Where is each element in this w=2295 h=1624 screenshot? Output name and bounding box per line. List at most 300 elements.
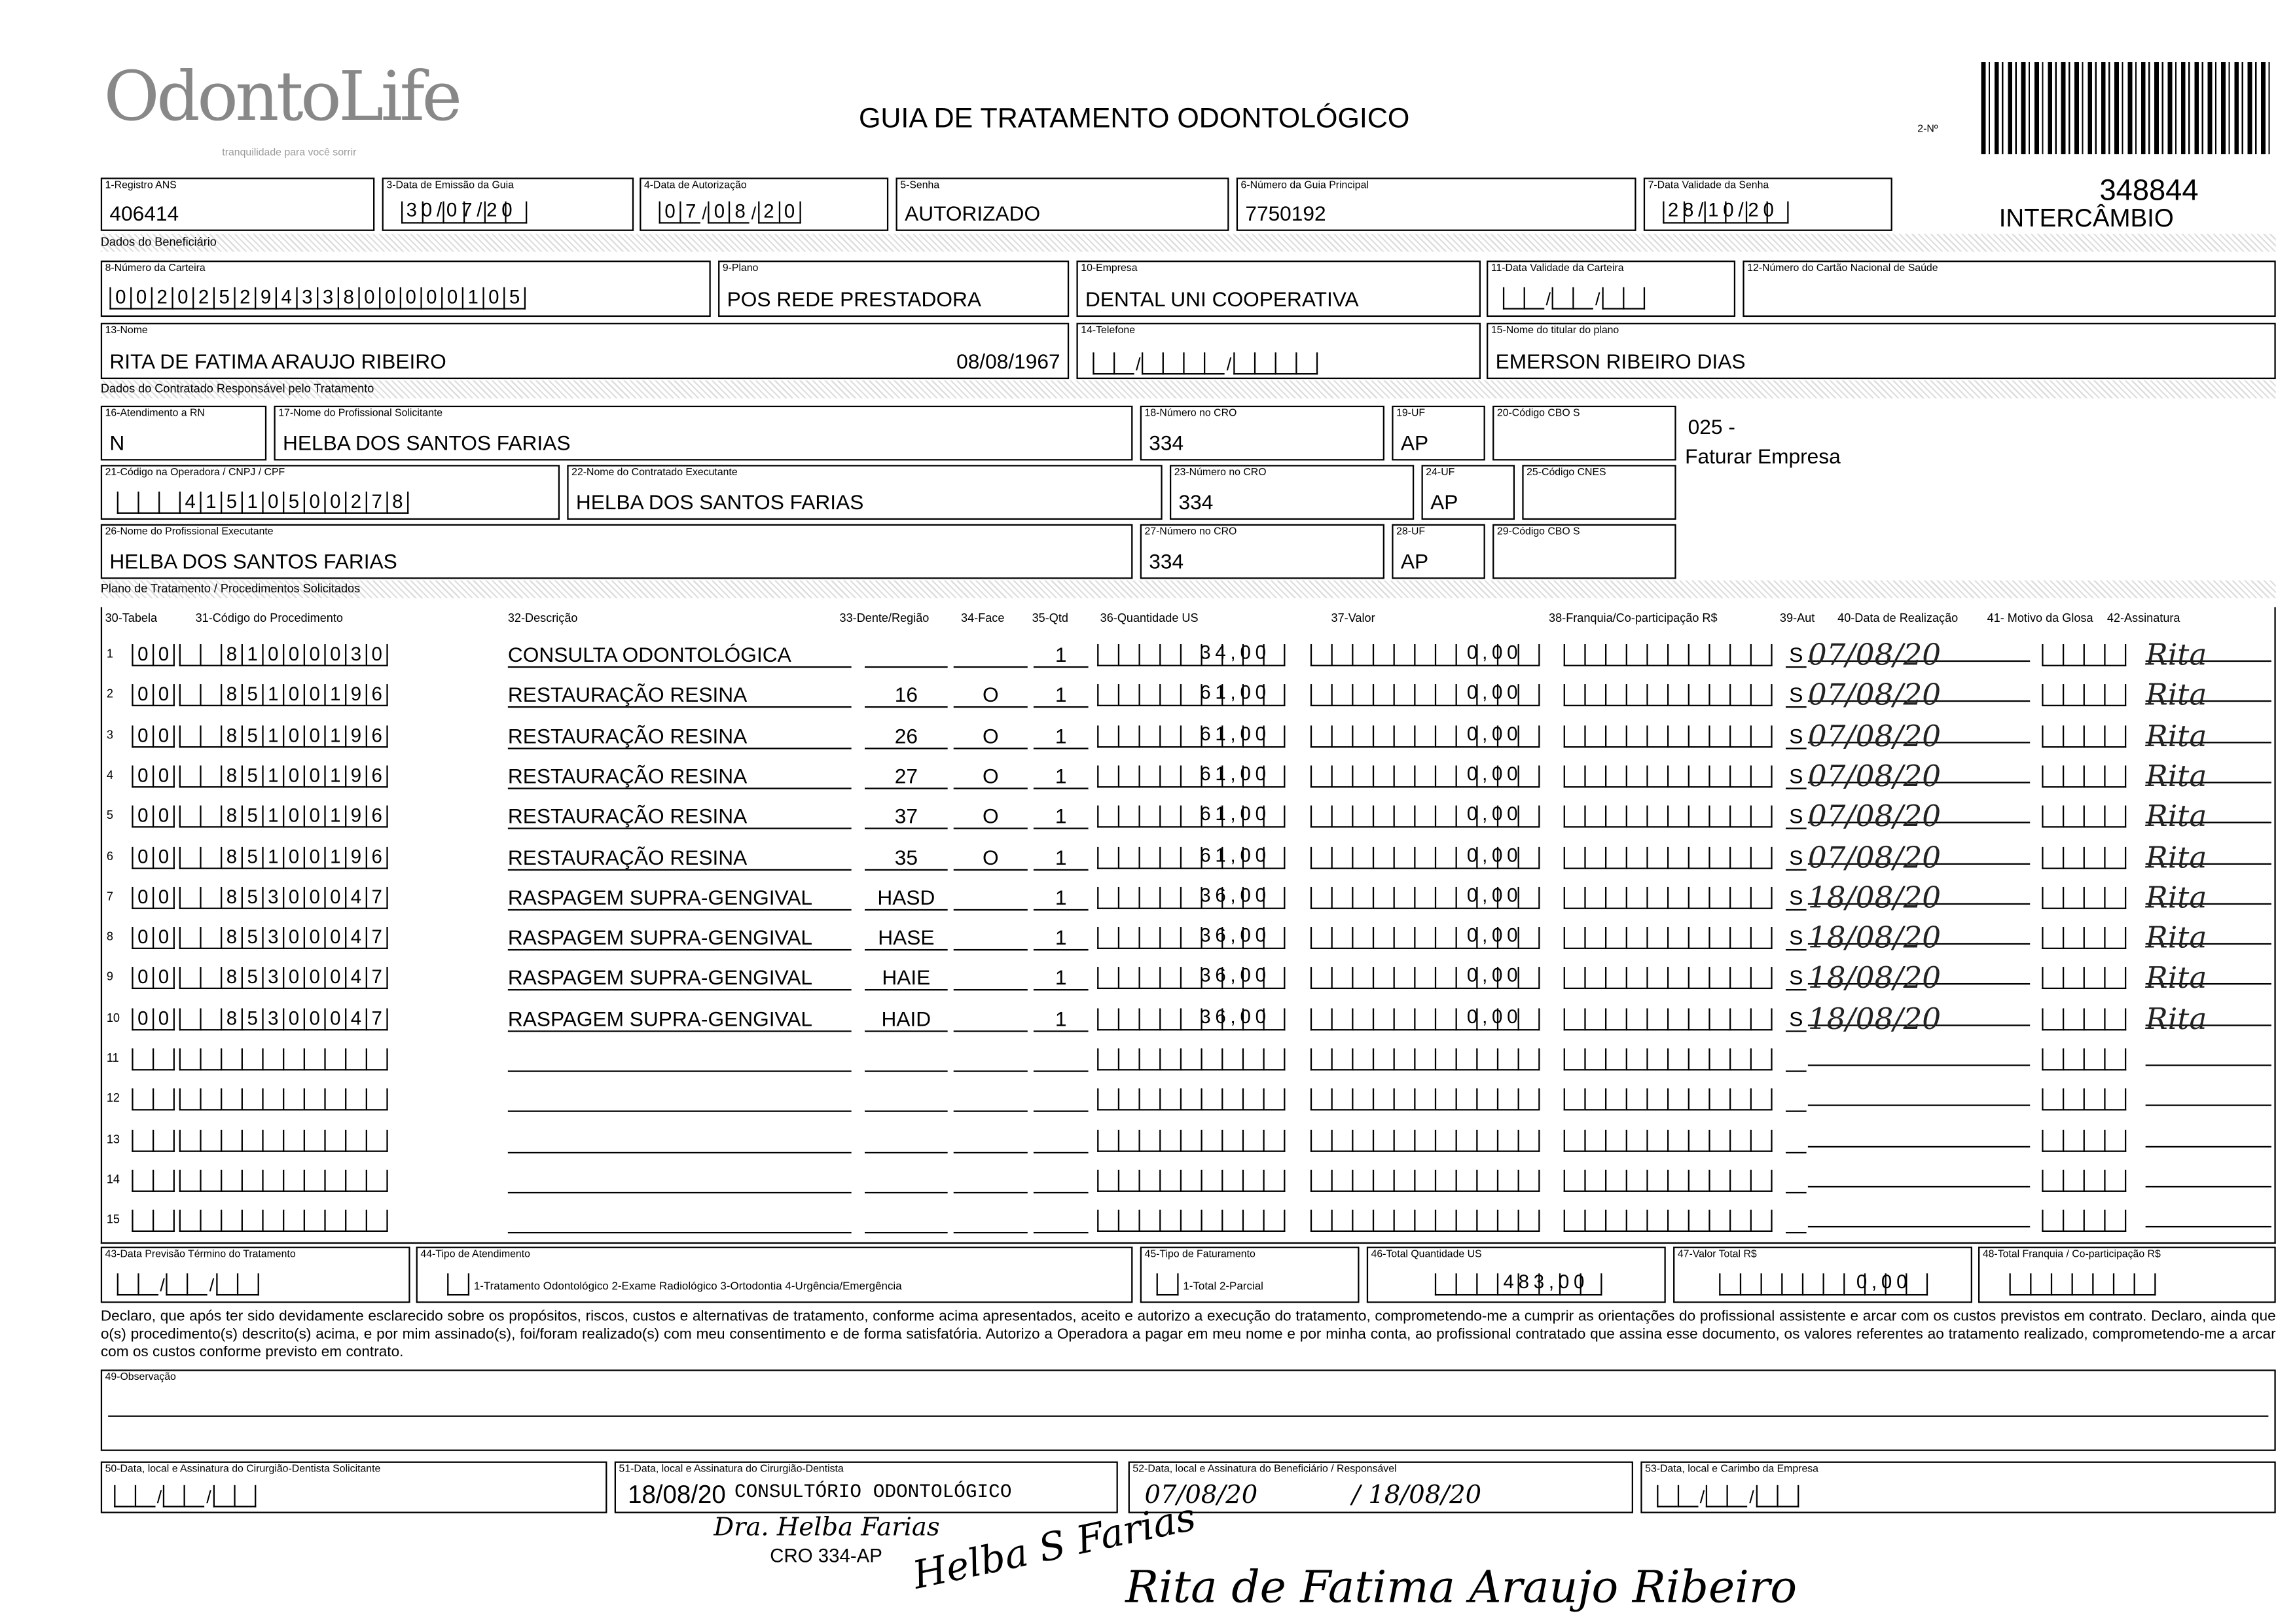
cell-franquia[interactable] — [1564, 1006, 1773, 1030]
cell-data-realizacao[interactable]: 07/08/20 — [1808, 717, 2030, 742]
cell-face[interactable] — [954, 1047, 1028, 1072]
field-text: 36,00 — [1200, 964, 1271, 987]
value[interactable]: AP — [1400, 431, 1429, 455]
cell-quantidade-us[interactable] — [1097, 643, 1273, 666]
field-validade-carteira — [1487, 261, 1735, 317]
cell-data-realizacao[interactable]: 07/08/20 — [1808, 799, 2030, 823]
cell-data-realizacao[interactable]: 07/08/20 — [1808, 839, 2030, 863]
row-number: 5 — [106, 808, 113, 822]
field-cro-23 — [1170, 465, 1414, 520]
cell-descricao[interactable] — [508, 1128, 852, 1153]
col-header-descricao: 32-Descrição — [507, 611, 578, 625]
cell-assinatura[interactable]: Rita — [2146, 717, 2271, 742]
cell-data-realizacao[interactable]: 18/08/20 — [1808, 879, 2030, 904]
cell-qtd[interactable] — [1034, 1128, 1089, 1153]
field-text: 0,00 — [1466, 964, 1523, 987]
cell-dente[interactable] — [865, 1087, 948, 1112]
cell-face[interactable]: O — [954, 764, 1028, 789]
cell-valor[interactable] — [1310, 1006, 1525, 1030]
row-number: 13 — [106, 1132, 120, 1146]
cell-descricao[interactable]: RESTAURAÇÃO RESINA — [508, 804, 852, 829]
cell-tabela[interactable]: 0 0 — [132, 844, 175, 868]
cell-aut[interactable]: S — [1786, 643, 1807, 668]
cell-codigo[interactable]: 8 5 1 0 0 1 9 6 — [179, 723, 388, 747]
cell-aut[interactable] — [1786, 1047, 1807, 1072]
cell-descricao[interactable]: RASPAGEM SUPRA-GENGIVAL — [508, 926, 852, 950]
label: 19-UF — [1396, 408, 1426, 420]
cell-franquia[interactable] — [1564, 723, 1773, 747]
birth-date: 08/08/1967 — [956, 349, 1060, 374]
cell-aut[interactable]: S — [1786, 885, 1807, 910]
cell-face[interactable] — [954, 926, 1028, 950]
value[interactable]: HELBA DOS SANTOS FARIAS — [109, 549, 397, 573]
field-text: 483,00 — [1503, 1270, 1589, 1293]
cell-assinatura[interactable]: Rita — [2146, 677, 2271, 702]
cell-dente[interactable]: HAIE — [865, 966, 948, 991]
cell-assinatura[interactable]: Rita — [2146, 879, 2271, 904]
cell-data-realizacao[interactable]: 07/08/20 — [1808, 758, 2030, 783]
cell-codigo[interactable] — [179, 1087, 388, 1111]
value[interactable] — [1663, 200, 1781, 223]
cell-face[interactable] — [954, 1168, 1028, 1193]
cell-data-realizacao[interactable]: 18/08/20 — [1808, 960, 2030, 985]
field-contratado-executante — [567, 465, 1162, 520]
value[interactable]: 4 1 5 1 0 5 0 0 2 7 8 — [117, 490, 409, 514]
value[interactable]: / / — [117, 1272, 259, 1295]
cell-motivo-glosa[interactable] — [2042, 844, 2126, 868]
cell-valor[interactable] — [1310, 804, 1525, 828]
cell-franquia[interactable] — [1564, 1128, 1773, 1151]
value[interactable]: 334 — [1178, 490, 1214, 514]
field-cnes — [1522, 465, 1676, 520]
cell-valor[interactable] — [1310, 723, 1525, 747]
cell-qtd[interactable] — [1034, 1087, 1089, 1112]
cell-franquia[interactable] — [1564, 683, 1773, 706]
tipo-faturamento-input[interactable] — [1157, 1272, 1179, 1295]
cell-assinatura[interactable]: Rita — [2146, 637, 2271, 662]
value[interactable]: AP — [1430, 490, 1458, 514]
cell-data-realizacao[interactable] — [1808, 1122, 2030, 1147]
col-header-qtd: 35-Qtd — [1032, 611, 1068, 625]
cell-face[interactable] — [954, 643, 1028, 668]
cell-franquia[interactable] — [1564, 804, 1773, 828]
cell-tabela[interactable] — [132, 1168, 175, 1191]
cell-codigo[interactable]: 8 5 3 0 0 0 4 7 — [179, 926, 388, 949]
cell-quantidade-us[interactable] — [1097, 885, 1273, 909]
label: 13-Nome — [105, 325, 148, 336]
cell-face[interactable] — [954, 885, 1028, 910]
value[interactable]: RITA DE FATIMA ARAUJO RIBEIRO — [109, 349, 446, 374]
cell-motivo-glosa[interactable] — [2042, 643, 2126, 666]
row-number: 15 — [106, 1213, 120, 1227]
cell-motivo-glosa[interactable] — [2042, 966, 2126, 990]
label: 28-UF — [1396, 527, 1426, 538]
cell-tabela[interactable]: 0 0 — [132, 723, 175, 747]
cell-face[interactable] — [954, 1128, 1028, 1153]
row-number: 9 — [106, 970, 113, 984]
cell-data-realizacao[interactable]: 07/08/20 — [1808, 677, 2030, 702]
cell-codigo[interactable] — [179, 1128, 388, 1151]
tipo-atendimento-options: 1-Tratamento Odontológico 2-Exame Radiológico 3-Ortodontia 4-Urgência/Emergência — [473, 1279, 902, 1293]
cell-quantidade-us[interactable] — [1097, 804, 1273, 828]
cell-qtd[interactable]: 1 — [1034, 643, 1089, 668]
cell-franquia[interactable] — [1564, 1087, 1773, 1111]
label: 1-Registro ANS — [105, 180, 177, 191]
cell-franquia[interactable] — [1564, 643, 1773, 666]
row-number: 7 — [106, 890, 113, 903]
field-uf-24 — [1422, 465, 1515, 520]
row-number: 12 — [106, 1091, 120, 1106]
cell-qtd[interactable]: 1 — [1034, 804, 1089, 829]
row-number: 6 — [106, 849, 113, 863]
cell-qtd[interactable]: 1 — [1034, 966, 1089, 991]
cell-aut[interactable]: S — [1786, 683, 1807, 708]
label: 50-Data, local e Assinatura do Cirurgião-Dentista Solicitante — [105, 1464, 381, 1475]
cell-aut[interactable] — [1786, 1208, 1807, 1233]
cell-descricao[interactable]: RESTAURAÇÃO RESINA — [508, 764, 852, 789]
cell-dente[interactable] — [865, 1208, 948, 1233]
cell-franquia[interactable] — [1564, 926, 1773, 949]
value[interactable] — [1719, 1272, 1915, 1295]
cell-quantidade-us[interactable] — [1097, 844, 1273, 868]
cell-assinatura[interactable]: Rita — [2146, 1000, 2271, 1025]
data-assinatura-dentista[interactable]: 18/08/20 — [628, 1481, 726, 1509]
cell-aut[interactable]: S — [1786, 926, 1807, 950]
label: 49-Observação — [105, 1372, 176, 1383]
field-numero-carteira — [101, 261, 711, 317]
table-row — [102, 957, 2274, 997]
cell-dente[interactable]: HAID — [865, 1006, 948, 1031]
cell-valor[interactable] — [1310, 885, 1525, 909]
cell-assinatura[interactable] — [2146, 1081, 2271, 1106]
value[interactable] — [401, 200, 520, 223]
row-number: 10 — [106, 1011, 120, 1024]
cell-aut[interactable]: S — [1786, 844, 1807, 869]
cell-motivo-glosa[interactable] — [2042, 683, 2126, 706]
cell-tabela[interactable] — [132, 1208, 175, 1232]
cell-motivo-glosa[interactable] — [2042, 764, 2126, 787]
cell-data-realizacao[interactable]: 07/08/20 — [1808, 637, 2030, 662]
cell-quantidade-us[interactable] — [1097, 1168, 1285, 1191]
cell-aut[interactable]: S — [1786, 804, 1807, 829]
cell-qtd[interactable]: 1 — [1034, 723, 1089, 748]
cell-franquia[interactable] — [1564, 1208, 1773, 1232]
field-text: 36,00 — [1200, 924, 1271, 947]
cell-assinatura[interactable] — [2146, 1122, 2271, 1147]
value[interactable]: HELBA DOS SANTOS FARIAS — [283, 431, 571, 455]
field-text: 0,00 — [1466, 843, 1523, 866]
cell-aut[interactable]: S — [1786, 1006, 1807, 1031]
cell-valor[interactable] — [1310, 1047, 1540, 1070]
data-beneficiario[interactable]: 07/08/20 — [1144, 1481, 1258, 1511]
cell-codigo[interactable]: 8 1 0 0 0 0 3 0 — [179, 643, 388, 666]
cell-tabela[interactable]: 0 0 — [132, 683, 175, 706]
cell-tabela[interactable]: 0 0 — [132, 966, 175, 990]
cell-franquia[interactable] — [1564, 966, 1773, 990]
cell-assinatura[interactable]: Rita — [2146, 758, 2271, 783]
field-text: 36,00 — [1200, 1005, 1271, 1028]
label: 20-Código CBO S — [1496, 408, 1580, 420]
value[interactable] — [2010, 1272, 2156, 1295]
tipo-faturamento-options: 1-Total 2-Parcial — [1183, 1279, 1263, 1293]
cell-quantidade-us[interactable] — [1097, 764, 1273, 787]
value[interactable]: POS REDE PRESTADORA — [727, 287, 981, 312]
cell-motivo-glosa[interactable] — [2042, 1128, 2126, 1151]
cell-qtd[interactable] — [1034, 1047, 1089, 1072]
cell-tabela[interactable]: 0 0 — [132, 804, 175, 828]
cell-valor[interactable] — [1310, 1208, 1540, 1232]
cell-motivo-glosa[interactable] — [2042, 885, 2126, 909]
cell-codigo[interactable] — [179, 1208, 388, 1232]
label: 25-Código CNES — [1527, 467, 1606, 478]
cell-dente[interactable]: 35 — [865, 844, 948, 869]
cell-descricao[interactable] — [508, 1087, 852, 1112]
cell-quantidade-us[interactable] — [1097, 1208, 1285, 1232]
cell-quantidade-us[interactable] — [1097, 1006, 1273, 1030]
cell-dente[interactable] — [865, 643, 948, 668]
value[interactable]: / / — [1503, 286, 1644, 310]
cell-motivo-glosa[interactable] — [2042, 1087, 2126, 1111]
cell-descricao[interactable] — [508, 1168, 852, 1193]
cell-aut[interactable]: S — [1786, 966, 1807, 991]
col-header-glosa: 41- Motivo da Glosa — [1987, 611, 2093, 625]
cell-data-realizacao[interactable] — [1808, 1041, 2030, 1066]
value[interactable]: EMERSON RIBEIRO DIAS — [1495, 349, 1746, 374]
cell-quantidade-us[interactable] — [1097, 1047, 1285, 1070]
cell-franquia[interactable] — [1564, 1047, 1773, 1070]
value[interactable]: 0 0 2 0 2 5 2 9 4 3 3 8 0 0 0 0 0 1 0 5 — [109, 286, 526, 310]
row-number: 11 — [106, 1051, 119, 1065]
table-row — [102, 674, 2274, 714]
cell-dente[interactable] — [865, 1168, 948, 1193]
cell-descricao[interactable]: RESTAURAÇÃO RESINA — [508, 683, 852, 708]
value[interactable]: / / — [1093, 351, 1317, 374]
cell-qtd[interactable]: 1 — [1034, 683, 1089, 708]
value[interactable]: 7750192 — [1245, 201, 1326, 225]
cell-codigo[interactable]: 8 5 3 0 0 0 4 7 — [179, 966, 388, 990]
cell-dente[interactable]: HASE — [865, 926, 948, 950]
value[interactable]: AP — [1400, 549, 1429, 573]
cell-motivo-glosa[interactable] — [2042, 1208, 2126, 1232]
value[interactable]: 334 — [1149, 549, 1184, 573]
cell-aut[interactable] — [1786, 1168, 1807, 1193]
cell-tabela[interactable] — [132, 1047, 175, 1070]
table-row — [102, 755, 2274, 795]
cell-assinatura[interactable]: Rita — [2146, 839, 2271, 863]
value[interactable]: / / — [114, 1484, 255, 1507]
cell-assinatura[interactable] — [2146, 1202, 2271, 1227]
cell-quantidade-us[interactable] — [1097, 926, 1273, 949]
value[interactable]: HELBA DOS SANTOS FARIAS — [575, 490, 864, 514]
cell-data-realizacao[interactable] — [1808, 1162, 2030, 1187]
col-header-valor: 37-Valor — [1331, 611, 1375, 625]
col-header-tabela: 30-Tabela — [105, 611, 158, 625]
cell-qtd[interactable]: 1 — [1034, 885, 1089, 910]
table-row — [102, 1078, 2274, 1118]
cell-assinatura[interactable]: Rita — [2146, 920, 2271, 945]
cell-codigo[interactable]: 8 5 1 0 0 1 9 6 — [179, 764, 388, 787]
cell-assinatura[interactable] — [2146, 1162, 2271, 1187]
field-tipo-faturamento — [1140, 1247, 1360, 1303]
cell-qtd[interactable]: 1 — [1034, 844, 1089, 869]
value[interactable]: AUTORIZADO — [905, 201, 1041, 225]
cell-motivo-glosa[interactable] — [2042, 1047, 2126, 1070]
label: 44-Tipo de Atendimento — [420, 1250, 530, 1260]
cell-tabela[interactable]: 0 0 — [132, 885, 175, 909]
value[interactable]: 406414 — [109, 201, 179, 225]
row-number: 1 — [106, 647, 113, 660]
cell-face[interactable] — [954, 1006, 1028, 1031]
cell-valor[interactable] — [1310, 1128, 1540, 1151]
cell-valor[interactable] — [1310, 966, 1525, 990]
cell-aut[interactable] — [1786, 1087, 1807, 1112]
label: 10-Empresa — [1081, 263, 1138, 274]
field-assinatura-dentista — [615, 1462, 1118, 1513]
cell-quantidade-us[interactable] — [1097, 723, 1273, 747]
cell-descricao[interactable]: RESTAURAÇÃO RESINA — [508, 723, 852, 748]
cell-quantidade-us[interactable] — [1097, 683, 1273, 706]
cell-data-realizacao[interactable]: 18/08/20 — [1808, 1000, 2030, 1025]
col-header-us: 36-Quantidade US — [1100, 611, 1199, 625]
field-observacao[interactable] — [101, 1369, 2276, 1451]
table-row — [102, 715, 2274, 755]
cell-codigo[interactable]: 8 5 1 0 0 1 9 6 — [179, 844, 388, 868]
cell-dente[interactable]: 37 — [865, 804, 948, 829]
patient-signature: Rita de Fatima Araujo Ribeiro — [1125, 1562, 1798, 1614]
row-number: 3 — [106, 727, 113, 742]
cell-descricao[interactable] — [508, 1047, 852, 1072]
cell-valor[interactable] — [1310, 643, 1525, 666]
cell-face[interactable]: O — [954, 844, 1028, 869]
cell-quantidade-us[interactable] — [1097, 1087, 1285, 1111]
cell-dente[interactable] — [865, 1128, 948, 1153]
cell-valor[interactable] — [1310, 1168, 1540, 1191]
cell-descricao[interactable] — [508, 1208, 852, 1233]
label: 45-Tipo de Faturamento — [1144, 1250, 1256, 1260]
cell-face[interactable] — [954, 1208, 1028, 1233]
cell-aut[interactable]: S — [1786, 764, 1807, 789]
label: 8-Número da Carteira — [105, 263, 206, 274]
cell-descricao[interactable]: RASPAGEM SUPRA-GENGIVAL — [508, 1006, 852, 1031]
cell-aut[interactable]: S — [1786, 723, 1807, 748]
value[interactable]: 0 7 / 0 8 / 2 0 — [659, 200, 801, 223]
cell-motivo-glosa[interactable] — [2042, 723, 2126, 747]
cell-descricao[interactable]: RESTAURAÇÃO RESINA — [508, 844, 852, 869]
field-titular — [1487, 323, 2276, 379]
cell-qtd[interactable] — [1034, 1168, 1089, 1193]
cell-motivo-glosa[interactable] — [2042, 1168, 2126, 1191]
cell-face[interactable]: O — [954, 804, 1028, 829]
cell-dente[interactable]: HASD — [865, 885, 948, 910]
cell-tabela[interactable] — [132, 1128, 175, 1151]
cell-valor[interactable] — [1310, 764, 1525, 787]
cell-quantidade-us[interactable] — [1097, 966, 1273, 990]
value[interactable]: 334 — [1149, 431, 1184, 455]
value[interactable]: N — [109, 431, 125, 455]
cell-face[interactable] — [954, 966, 1028, 991]
value[interactable]: / / — [1657, 1484, 1798, 1507]
cell-assinatura[interactable]: Rita — [2146, 960, 2271, 985]
label: 14-Telefone — [1081, 325, 1136, 336]
cell-valor[interactable] — [1310, 1087, 1540, 1111]
cell-assinatura[interactable]: Rita — [2146, 799, 2271, 823]
cell-tabela[interactable]: 0 0 — [132, 764, 175, 787]
cell-quantidade-us[interactable] — [1097, 1128, 1285, 1151]
cell-codigo[interactable] — [179, 1047, 388, 1070]
cell-assinatura[interactable] — [2146, 1041, 2271, 1066]
cell-codigo[interactable]: 8 5 1 0 0 1 9 6 — [179, 804, 388, 828]
cell-valor[interactable] — [1310, 926, 1525, 949]
cell-face[interactable]: O — [954, 683, 1028, 708]
cell-qtd[interactable]: 1 — [1034, 1006, 1089, 1031]
table-row — [102, 795, 2274, 835]
cell-motivo-glosa[interactable] — [2042, 1006, 2126, 1030]
cell-dente[interactable]: 27 — [865, 764, 948, 789]
cell-aut[interactable] — [1786, 1128, 1807, 1153]
cell-codigo[interactable]: 8 5 1 0 0 1 9 6 — [179, 683, 388, 706]
cell-dente[interactable]: 26 — [865, 723, 948, 748]
field-guia-principal — [1237, 177, 1636, 230]
cell-face[interactable]: O — [954, 723, 1028, 748]
cell-data-realizacao[interactable] — [1808, 1081, 2030, 1106]
cell-qtd[interactable] — [1034, 1208, 1089, 1233]
field-data-emissao — [382, 177, 634, 230]
field-cro-18 — [1140, 406, 1384, 461]
cell-data-realizacao[interactable]: 18/08/20 — [1808, 920, 2030, 945]
cell-tabela[interactable] — [132, 1087, 175, 1111]
label: 52-Data, local e Assinatura do Beneficiário / Responsável — [1132, 1464, 1397, 1475]
field-text: 28/10/20 — [1667, 198, 1779, 221]
cell-motivo-glosa[interactable] — [2042, 804, 2126, 828]
cell-franquia[interactable] — [1564, 1168, 1773, 1191]
value[interactable]: DENTAL UNI COOPERATIVA — [1085, 287, 1359, 312]
cell-codigo[interactable] — [179, 1168, 388, 1191]
logo: OdontoLife — [103, 56, 460, 137]
cell-dente[interactable]: 16 — [865, 683, 948, 708]
cell-tabela[interactable]: 0 0 — [132, 926, 175, 949]
cell-franquia[interactable] — [1564, 844, 1773, 868]
cell-tabela[interactable]: 0 0 — [132, 643, 175, 666]
cell-valor[interactable] — [1310, 844, 1525, 868]
cell-qtd[interactable]: 1 — [1034, 926, 1089, 950]
field-text: 61,00 — [1200, 843, 1271, 866]
cell-motivo-glosa[interactable] — [2042, 926, 2126, 949]
cell-descricao[interactable]: RASPAGEM SUPRA-GENGIVAL — [508, 885, 852, 910]
cell-franquia[interactable] — [1564, 885, 1773, 909]
cell-valor[interactable] — [1310, 683, 1525, 706]
cell-descricao[interactable]: RASPAGEM SUPRA-GENGIVAL — [508, 966, 852, 991]
cell-qtd[interactable]: 1 — [1034, 764, 1089, 789]
table-row — [102, 634, 2274, 674]
cell-data-realizacao[interactable] — [1808, 1202, 2030, 1227]
note-code: 025 - — [1688, 414, 1735, 439]
field-text: 0,00 — [1466, 681, 1523, 704]
cell-franquia[interactable] — [1564, 764, 1773, 787]
cell-dente[interactable] — [865, 1047, 948, 1072]
tipo-atendimento-input[interactable] — [447, 1272, 469, 1295]
col-header-aut: 39-Aut — [1779, 611, 1815, 625]
barcode — [1981, 62, 2273, 154]
value[interactable] — [1435, 1272, 1592, 1295]
data-beneficiario-2[interactable]: / 18/08/20 — [1352, 1481, 1482, 1511]
cell-codigo[interactable]: 8 5 3 0 0 0 4 7 — [179, 1006, 388, 1030]
cell-codigo[interactable]: 8 5 3 0 0 0 4 7 — [179, 885, 388, 909]
label: 29-Código CBO S — [1496, 527, 1580, 538]
row-number: 4 — [106, 768, 113, 782]
cell-tabela[interactable]: 0 0 — [132, 1006, 175, 1030]
cell-face[interactable] — [954, 1087, 1028, 1112]
cell-descricao[interactable]: CONSULTA ODONTOLÓGICA — [508, 643, 852, 668]
